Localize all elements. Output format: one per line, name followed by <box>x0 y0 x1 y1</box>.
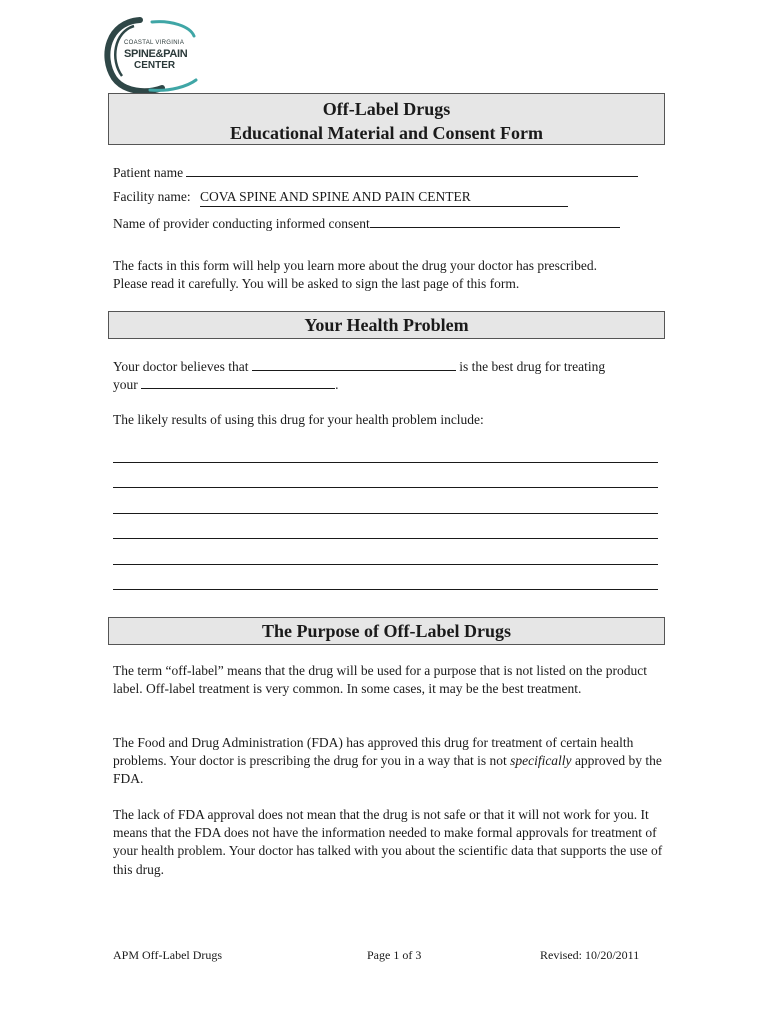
intro-line2: Please read it carefully. You will be asked to sign the last page of this form. <box>113 276 520 291</box>
results-line-6[interactable] <box>113 589 658 590</box>
provider-name-row <box>113 214 620 233</box>
health-problem-field[interactable] <box>141 375 335 389</box>
patient-name-field[interactable] <box>186 163 638 177</box>
facility-name-row <box>113 188 568 207</box>
facility-name-value: COVA SPINE AND SPINE AND PAIN CENTER <box>199 189 471 204</box>
p2-text-a: The Food and Drug Administration (FDA) has approved this drug for treatment of certain health problems. Your doctor is prescribing the drug for you in a way that is not <box>113 735 634 769</box>
health-problem-row <box>113 375 339 394</box>
results-line-4[interactable] <box>113 538 658 539</box>
provider-name-field[interactable] <box>370 214 620 228</box>
results-line-1[interactable] <box>113 462 658 463</box>
p2-text-b: approved by the FDA. <box>113 753 662 787</box>
section-heading-health-problem: Your Health Problem <box>108 311 665 339</box>
logo-line3: CENTER <box>134 60 176 71</box>
purpose-paragraph-1: The term “off-label” means that the drug will be used for a purpose that is not listed on the product label. Off-label treatment is very common. In some cases, it may be the best treatment. <box>113 663 647 697</box>
drug-name-field[interactable] <box>252 357 456 371</box>
logo-line2: SPINE&PAIN <box>124 48 188 60</box>
period: . <box>335 377 339 392</box>
purpose-paragraph-3: The lack of FDA approval does not mean that the drug is not safe or that it will not work for you. It means that the FDA does not have the information needed to make formal approvals for treatment of your health problem. Your doctor has talked with you about the scientific data that supports the use of this drug. <box>113 807 663 877</box>
logo-line1: COASTAL VIRGINIA <box>124 40 185 46</box>
clinic-logo <box>100 16 200 96</box>
your-label: your <box>113 377 138 392</box>
title-line2: Educational Material and Consent Form <box>230 123 543 143</box>
patient-name-label: Patient name <box>113 165 184 180</box>
footer-page-number: Page 1 of 3 <box>367 948 422 962</box>
purpose-paragraph-2 <box>113 734 673 789</box>
results-line-2[interactable] <box>113 487 658 488</box>
title-line1: Off-Label Drugs <box>322 99 451 119</box>
patient-name-row <box>113 163 638 182</box>
results-line-5[interactable] <box>113 564 658 565</box>
footer-revised: Revised: 10/20/2011 <box>540 948 640 962</box>
p2-emphasis: specifically <box>510 753 572 769</box>
facility-name-label: Facility name: <box>113 189 191 204</box>
believes-pre: Your doctor believes that <box>113 359 249 374</box>
provider-name-label: Name of provider conducting informed consent <box>113 216 370 231</box>
footer-left: APM Off-Label Drugs <box>113 948 223 962</box>
doctor-believes-row <box>113 357 605 376</box>
results-line-3[interactable] <box>113 513 658 514</box>
believes-post: is the best drug for treating <box>459 359 606 374</box>
section-heading-purpose: The Purpose of Off-Label Drugs <box>108 617 665 645</box>
form-title <box>108 93 665 145</box>
intro-line1: The facts in this form will help you learn more about the drug your doctor has prescribed. <box>113 258 597 273</box>
facility-name-field[interactable] <box>200 188 568 207</box>
results-prompt: The likely results of using this drug for your health problem include: <box>113 412 484 427</box>
